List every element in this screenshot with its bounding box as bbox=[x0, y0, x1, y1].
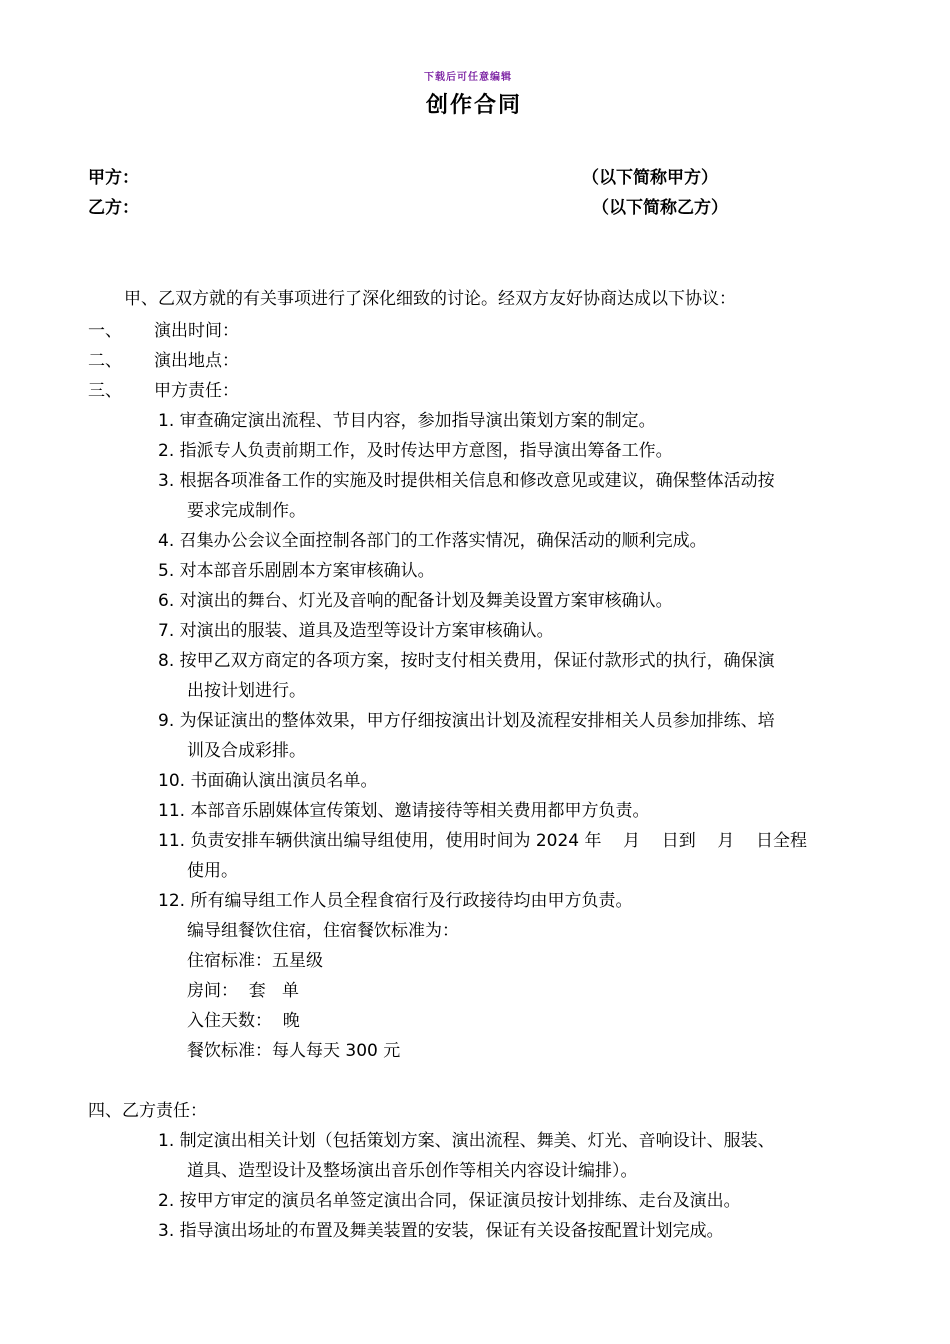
party-b-item-continuation: 道具、造型设计及整场演出音乐创作等相关内容设计编排）。 bbox=[187, 1161, 638, 1181]
party-a-item: 11. 本部音乐剧媒体宣传策划、邀请接待等相关费用都甲方负责。 bbox=[158, 801, 650, 821]
party-a-item: 8. 按甲乙双方商定的各项方案，按时支付相关费用，保证付款形式的执行，确保演 bbox=[158, 651, 775, 671]
party-a-item: 6. 对演出的舞台、灯光及音响的配备计划及舞美设置方案审核确认。 bbox=[158, 591, 673, 611]
section-4-heading: 四、乙方责任： bbox=[88, 1101, 207, 1121]
room-type: 房间： 套 单 bbox=[187, 981, 300, 1001]
meal-standard: 餐饮标准：每人每天 300 元 bbox=[187, 1041, 401, 1061]
party-a-item: 2. 指派专人负责前期工作，及时传达甲方意图，指导演出筹备工作。 bbox=[158, 441, 673, 461]
party-b-item: 2. 按甲方审定的演员名单签定演出合同，保证演员按计划排练、走台及演出。 bbox=[158, 1191, 741, 1211]
party-a-item-continuation: 训及合成彩排。 bbox=[187, 741, 306, 761]
stay-nights: 入住天数： 晚 bbox=[187, 1011, 300, 1031]
party-a-item: 3. 根据各项准备工作的实施及时提供相关信息和修改意见或建议，确保整体活动按 bbox=[158, 471, 775, 491]
accommodation-intro: 编导组餐饮住宿，住宿餐饮标准为： bbox=[187, 921, 459, 941]
intro-paragraph: 甲、乙双方就的有关事项进行了深化细致的讨论。经双方友好协商达成以下协议： bbox=[124, 289, 736, 309]
party-a-item: 11. 负责安排车辆供演出编导组使用，使用时间为 2024 年 月 日到 月 日全程 bbox=[158, 831, 807, 851]
party-b-label: 乙方： bbox=[88, 198, 139, 218]
party-a-item: 4. 召集办公会议全面控制各部门的工作落实情况，确保活动的顺利完成。 bbox=[158, 531, 707, 551]
party-b-note: （以下简称乙方） bbox=[592, 198, 728, 218]
party-a-item-continuation: 出按计划进行。 bbox=[187, 681, 306, 701]
party-a-item: 12. 所有编导组工作人员全程食宿行及行政接待均由甲方负责。 bbox=[158, 891, 633, 911]
party-a-note: （以下简称甲方） bbox=[582, 168, 718, 188]
section-1-number: 一、 bbox=[88, 321, 122, 341]
party-a-item-continuation: 使用。 bbox=[187, 861, 238, 881]
watermark-text: 下载后可任意编辑 bbox=[424, 72, 512, 83]
section-2-number: 二、 bbox=[88, 351, 122, 371]
party-a-item: 9. 为保证演出的整体效果，甲方仔细按演出计划及流程安排相关人员参加排练、培 bbox=[158, 711, 775, 731]
party-a-label: 甲方： bbox=[88, 168, 139, 188]
party-a-item-continuation: 要求完成制作。 bbox=[187, 501, 306, 521]
section-1-text: 演出时间： bbox=[154, 321, 239, 341]
party-a-item: 10. 书面确认演出演员名单。 bbox=[158, 771, 378, 791]
party-a-item: 7. 对演出的服装、道具及造型等设计方案审核确认。 bbox=[158, 621, 554, 641]
party-b-item: 1. 制定演出相关计划（包括策划方案、演出流程、舞美、灯光、音响设计、服装、 bbox=[158, 1131, 775, 1151]
party-a-item: 1. 审查确定演出流程、节目内容，参加指导演出策划方案的制定。 bbox=[158, 411, 656, 431]
section-3-number: 三、 bbox=[88, 381, 122, 401]
party-a-item: 5. 对本部音乐剧剧本方案审核确认。 bbox=[158, 561, 435, 581]
document-title: 创作合同 bbox=[426, 93, 523, 118]
section-3-text: 甲方责任： bbox=[154, 381, 239, 401]
party-b-item: 3. 指导演出场址的布置及舞美装置的安装，保证有关设备按配置计划完成。 bbox=[158, 1221, 724, 1241]
accommodation-standard: 住宿标准：五星级 bbox=[187, 951, 323, 971]
section-2-text: 演出地点： bbox=[154, 351, 239, 371]
